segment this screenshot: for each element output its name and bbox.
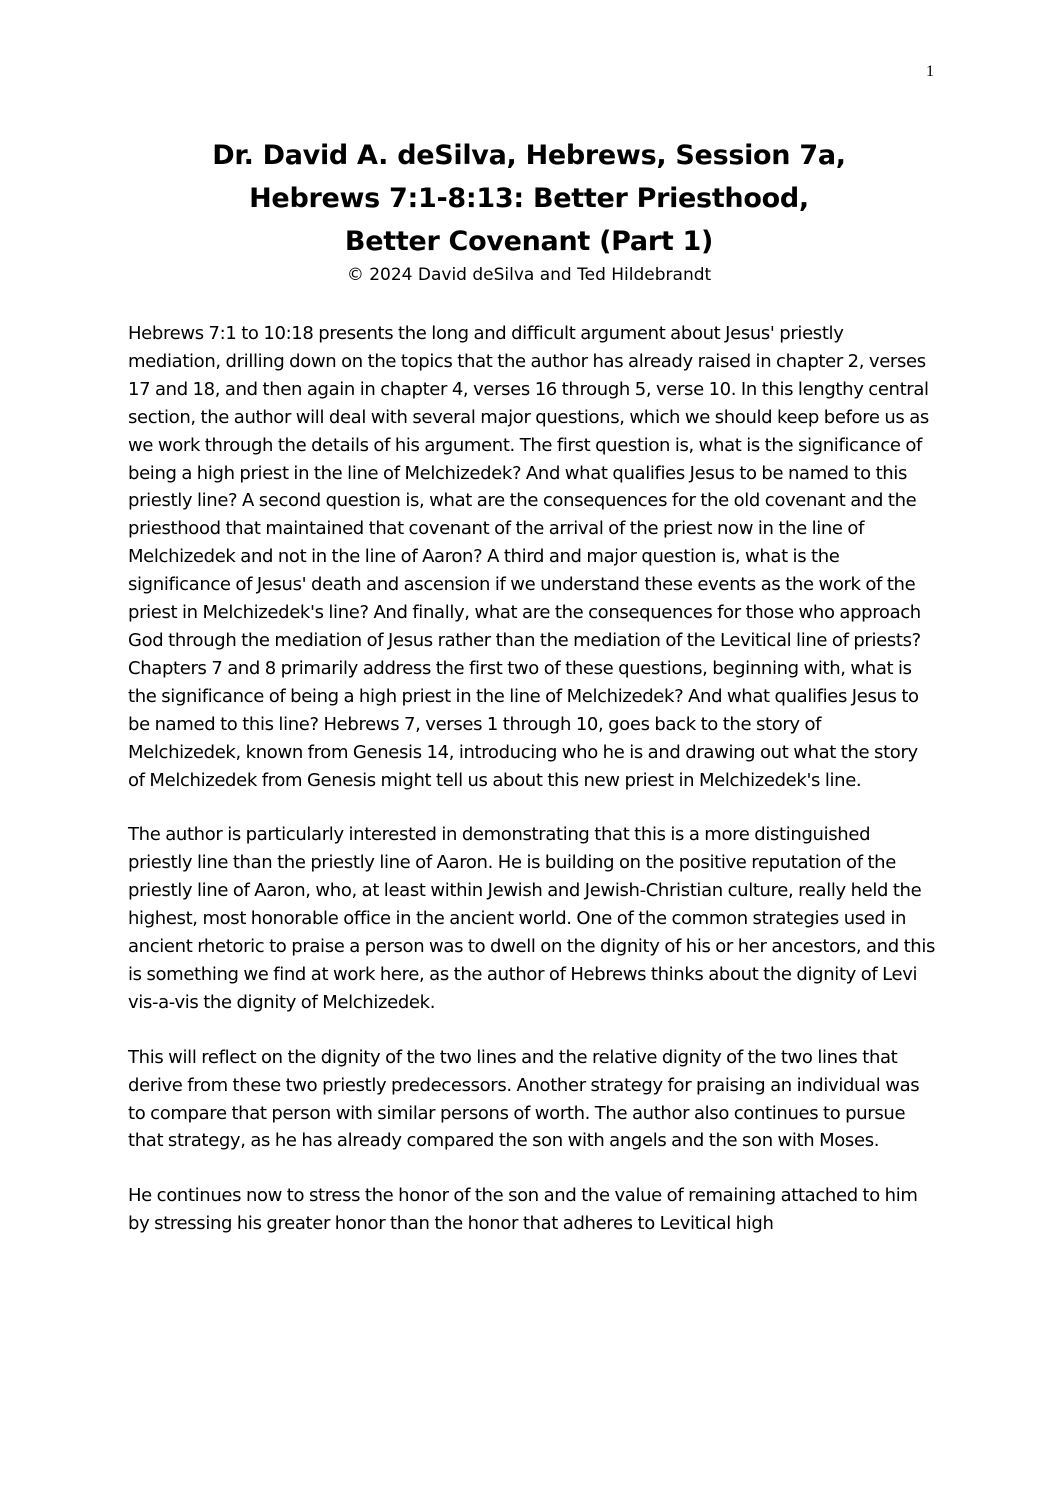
body-paragraph-4: He continues now to stress the honor of the son and the value of remaining attached to him by stressing his greater honor than the honor that adheres to Levitical high [128, 1185, 918, 1235]
body-paragraph-2: The author is particularly interested in demonstrating that this is a more distinguished priestly line than the priestly line of Aaron. He is building on the positive reputation of the priestly line of Aaron, who, at least within Jewish and Jewish-Christian culture, really held the highest, most honorable office in the ancient world. One of the common strategies used in ancient rhetoric to praise a person was to dwell on the dignity of his or her ancestors, and this is something we find at work here, as the author of Hebrews thinks about the dignity of Levi vis-a-vis the dignity of Melchizedek. [128, 824, 936, 1013]
copyright-notice: © 2024 David deSilva and Ted Hildebrandt [346, 265, 712, 285]
page-number: 1 [926, 63, 934, 80]
document-body [128, 320, 936, 1265]
document-title-line-3: Better Covenant (Part 1) [344, 226, 714, 257]
document-title-line-2: Hebrews 7:1-8:13: Better Priesthood, [249, 183, 809, 214]
document-title-line-1: Dr. David A. deSilva, Hebrews, Session 7a, [212, 140, 846, 171]
body-paragraph-3: This will reflect on the dignity of the two lines and the relative dignity of the two lines that derive from these two priestly predecessors. Another strategy for praising an individual was to compare that person with similar persons of worth. The author also continues to pursue that strategy, as he has already compared the son with angels and the son with Moses. [128, 1046, 920, 1152]
document-header [100, 134, 958, 287]
body-paragraph-1: Hebrews 7:1 to 10:18 presents the long and difficult argument about Jesus' priestly mediation, drilling down on the topics that the author has already raised in chapter 2, verses 17 and 18, and then again in chapter 4, verses 16 through 5, verse 10. In this lengthy central section, the author will deal with several major questions, which we should keep before us as we work through the details of his argument. The first question is, what is the significance of being a high priest in the line of Melchizedek? And what qualifies Jesus to be named to this priestly line? A second question is, what are the consequences for the old covenant and the priesthood that maintained that covenant of the arrival of the priest now in the line of Melchizedek and not in the line of Aaron? A third and major question is, what is the significance of Jesus' death and ascension if we understand these events as the work of the priest in Melchizedek's line? And finally, what are the consequences for those who approach God through the mediation of Jesus rather than the mediation of the Levitical line of priests? Chapters 7 and 8 primarily address the first two of these questions, beginning with, what is the significance of being a high priest in the line of Melchizedek? And what qualifies Jesus to be named to this line? Hebrews 7, verses 1 through 10, goes back to the story of Melchizedek, known from Genesis 14, introducing who he is and drawing out what the story of Melchizedek from Genesis might tell us about this new priest in Melchizedek's line. [128, 323, 929, 791]
